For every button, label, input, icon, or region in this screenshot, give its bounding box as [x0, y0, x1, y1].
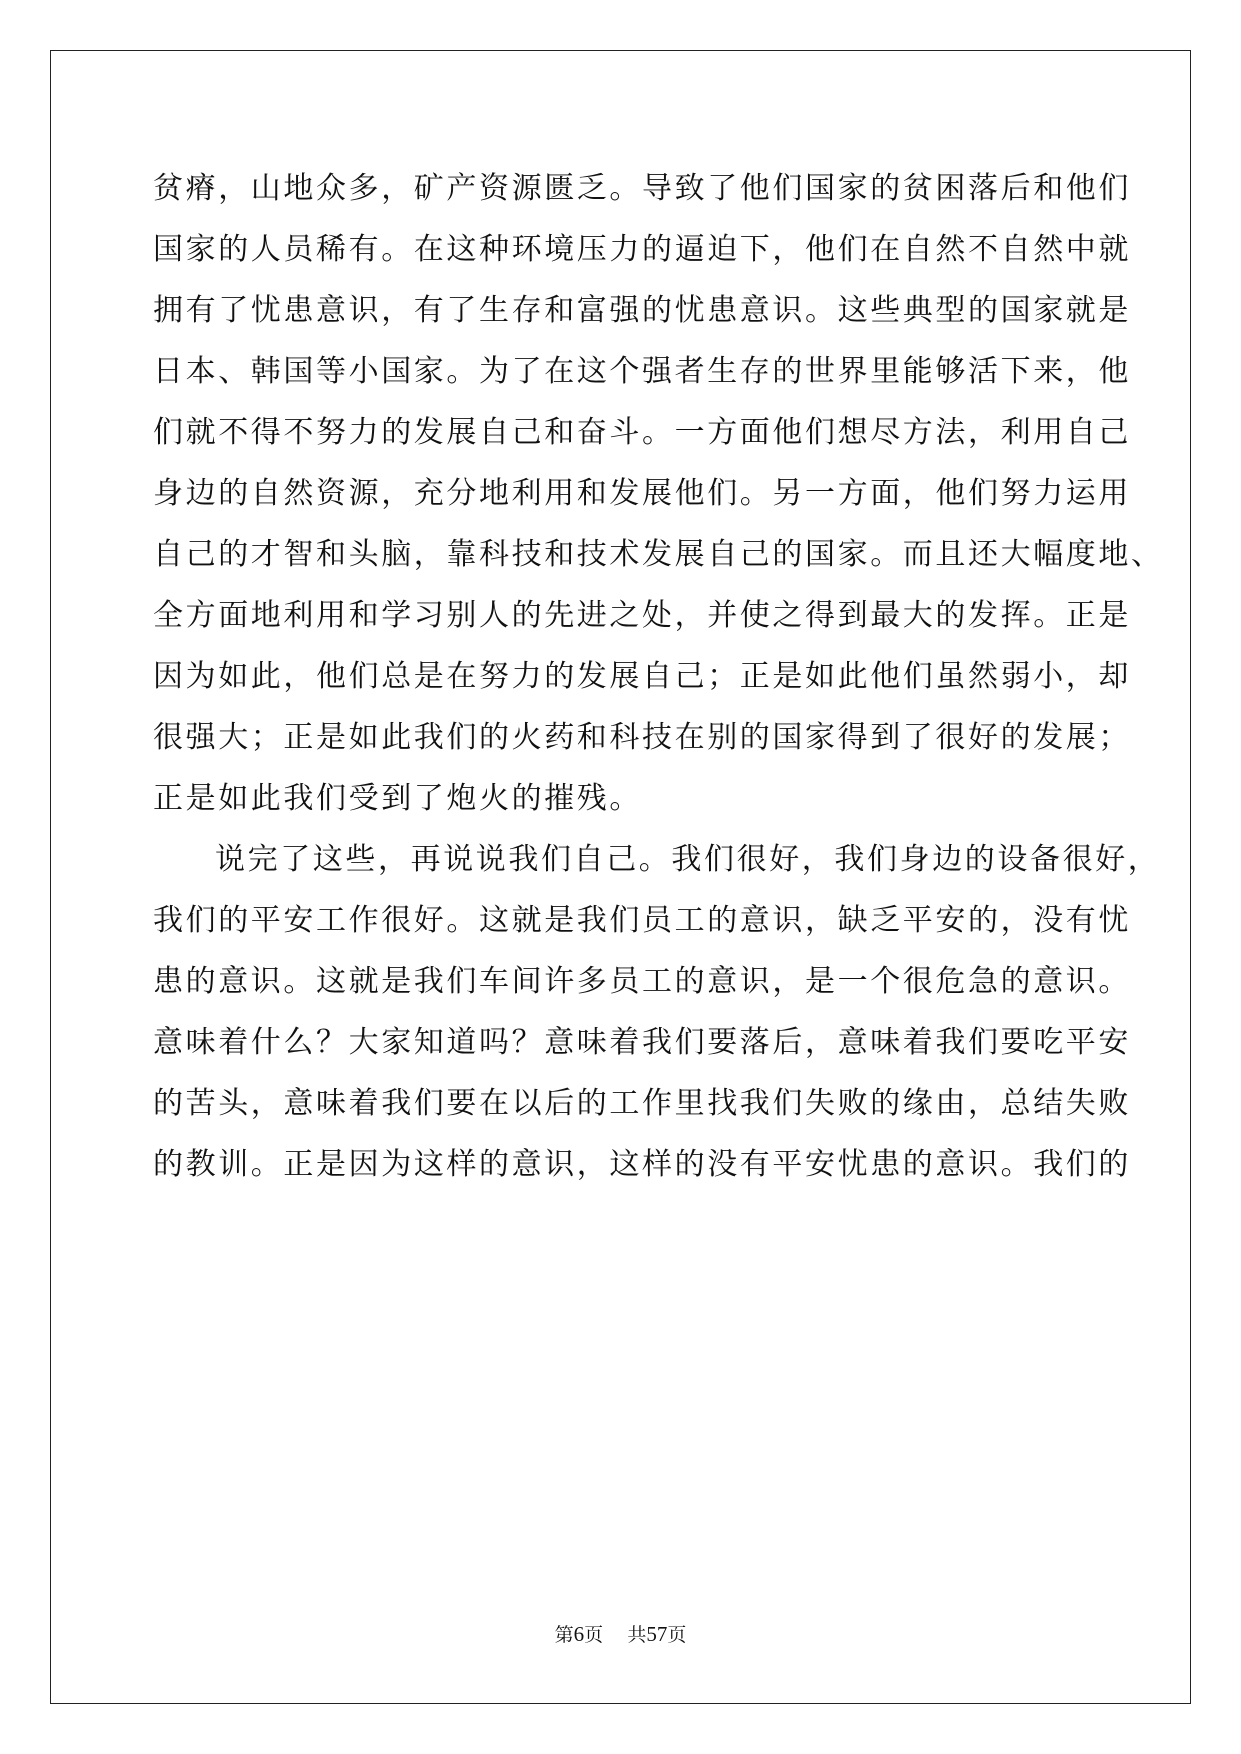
text-line: 很强大；正是如此我们的火药和科技在别的国家得到了很好的发展； — [153, 720, 1131, 755]
total-suffix: 页 — [667, 1624, 687, 1646]
current-page-number: 6 — [573, 1622, 585, 1646]
text-line: 患的意识。这就是我们车间许多员工的意识，是一个很危急的意识。 — [153, 964, 1131, 999]
page-prefix: 第 — [554, 1624, 574, 1646]
text-line: 日本、韩国等小国家。为了在这个强者生存的世界里能够活下来，他 — [153, 354, 1131, 389]
text-line: 国家的人员稀有。在这种环境压力的逼迫下，他们在自然不自然中就 — [153, 232, 1131, 267]
text-line: 的苦头，意味着我们要在以后的工作里找我们失败的缘由，总结失败 — [153, 1086, 1131, 1121]
text-line: 的教训。正是因为这样的意识，这样的没有平安忧患的意识。我们的 — [153, 1147, 1131, 1182]
text-line: 因为如此，他们总是在努力的发展自己；正是如此他们虽然弱小，却 — [153, 659, 1131, 694]
page-suffix: 页 — [584, 1624, 604, 1646]
text-line: 正是如此我们受到了炮火的摧残。 — [153, 781, 642, 816]
document-body — [153, 158, 1164, 1195]
text-line: 意味着什么？大家知道吗？意味着我们要落后，意味着我们要吃平安 — [153, 1025, 1131, 1060]
text-line: 贫瘠，山地众多，矿产资源匮乏。导致了他们国家的贫困落后和他们 — [153, 171, 1131, 206]
text-line: 全方面地利用和学习别人的先进之处，并使之得到最大的发挥。正是 — [153, 598, 1131, 633]
total-pages-number: 57 — [646, 1622, 668, 1646]
text-line: 我们的平安工作很好。这就是我们员工的意识，缺乏平安的，没有忧 — [153, 903, 1131, 938]
paragraph-start-line: 说完了这些，再说说我们自己。我们很好，我们身边的设备很好， — [215, 842, 1161, 877]
total-prefix: 共 — [627, 1624, 647, 1646]
page-footer — [0, 1620, 1241, 1647]
text-line: 拥有了忧患意识，有了生存和富强的忧患意识。这些典型的国家就是 — [153, 293, 1131, 328]
text-line: 自己的才智和头脑，靠科技和技术发展自己的国家。而且还大幅度地、 — [153, 537, 1164, 572]
text-line: 们就不得不努力的发展自己和奋斗。一方面他们想尽方法，利用自己 — [153, 415, 1131, 450]
text-line: 身边的自然资源，充分地利用和发展他们。另一方面，他们努力运用 — [153, 476, 1131, 511]
